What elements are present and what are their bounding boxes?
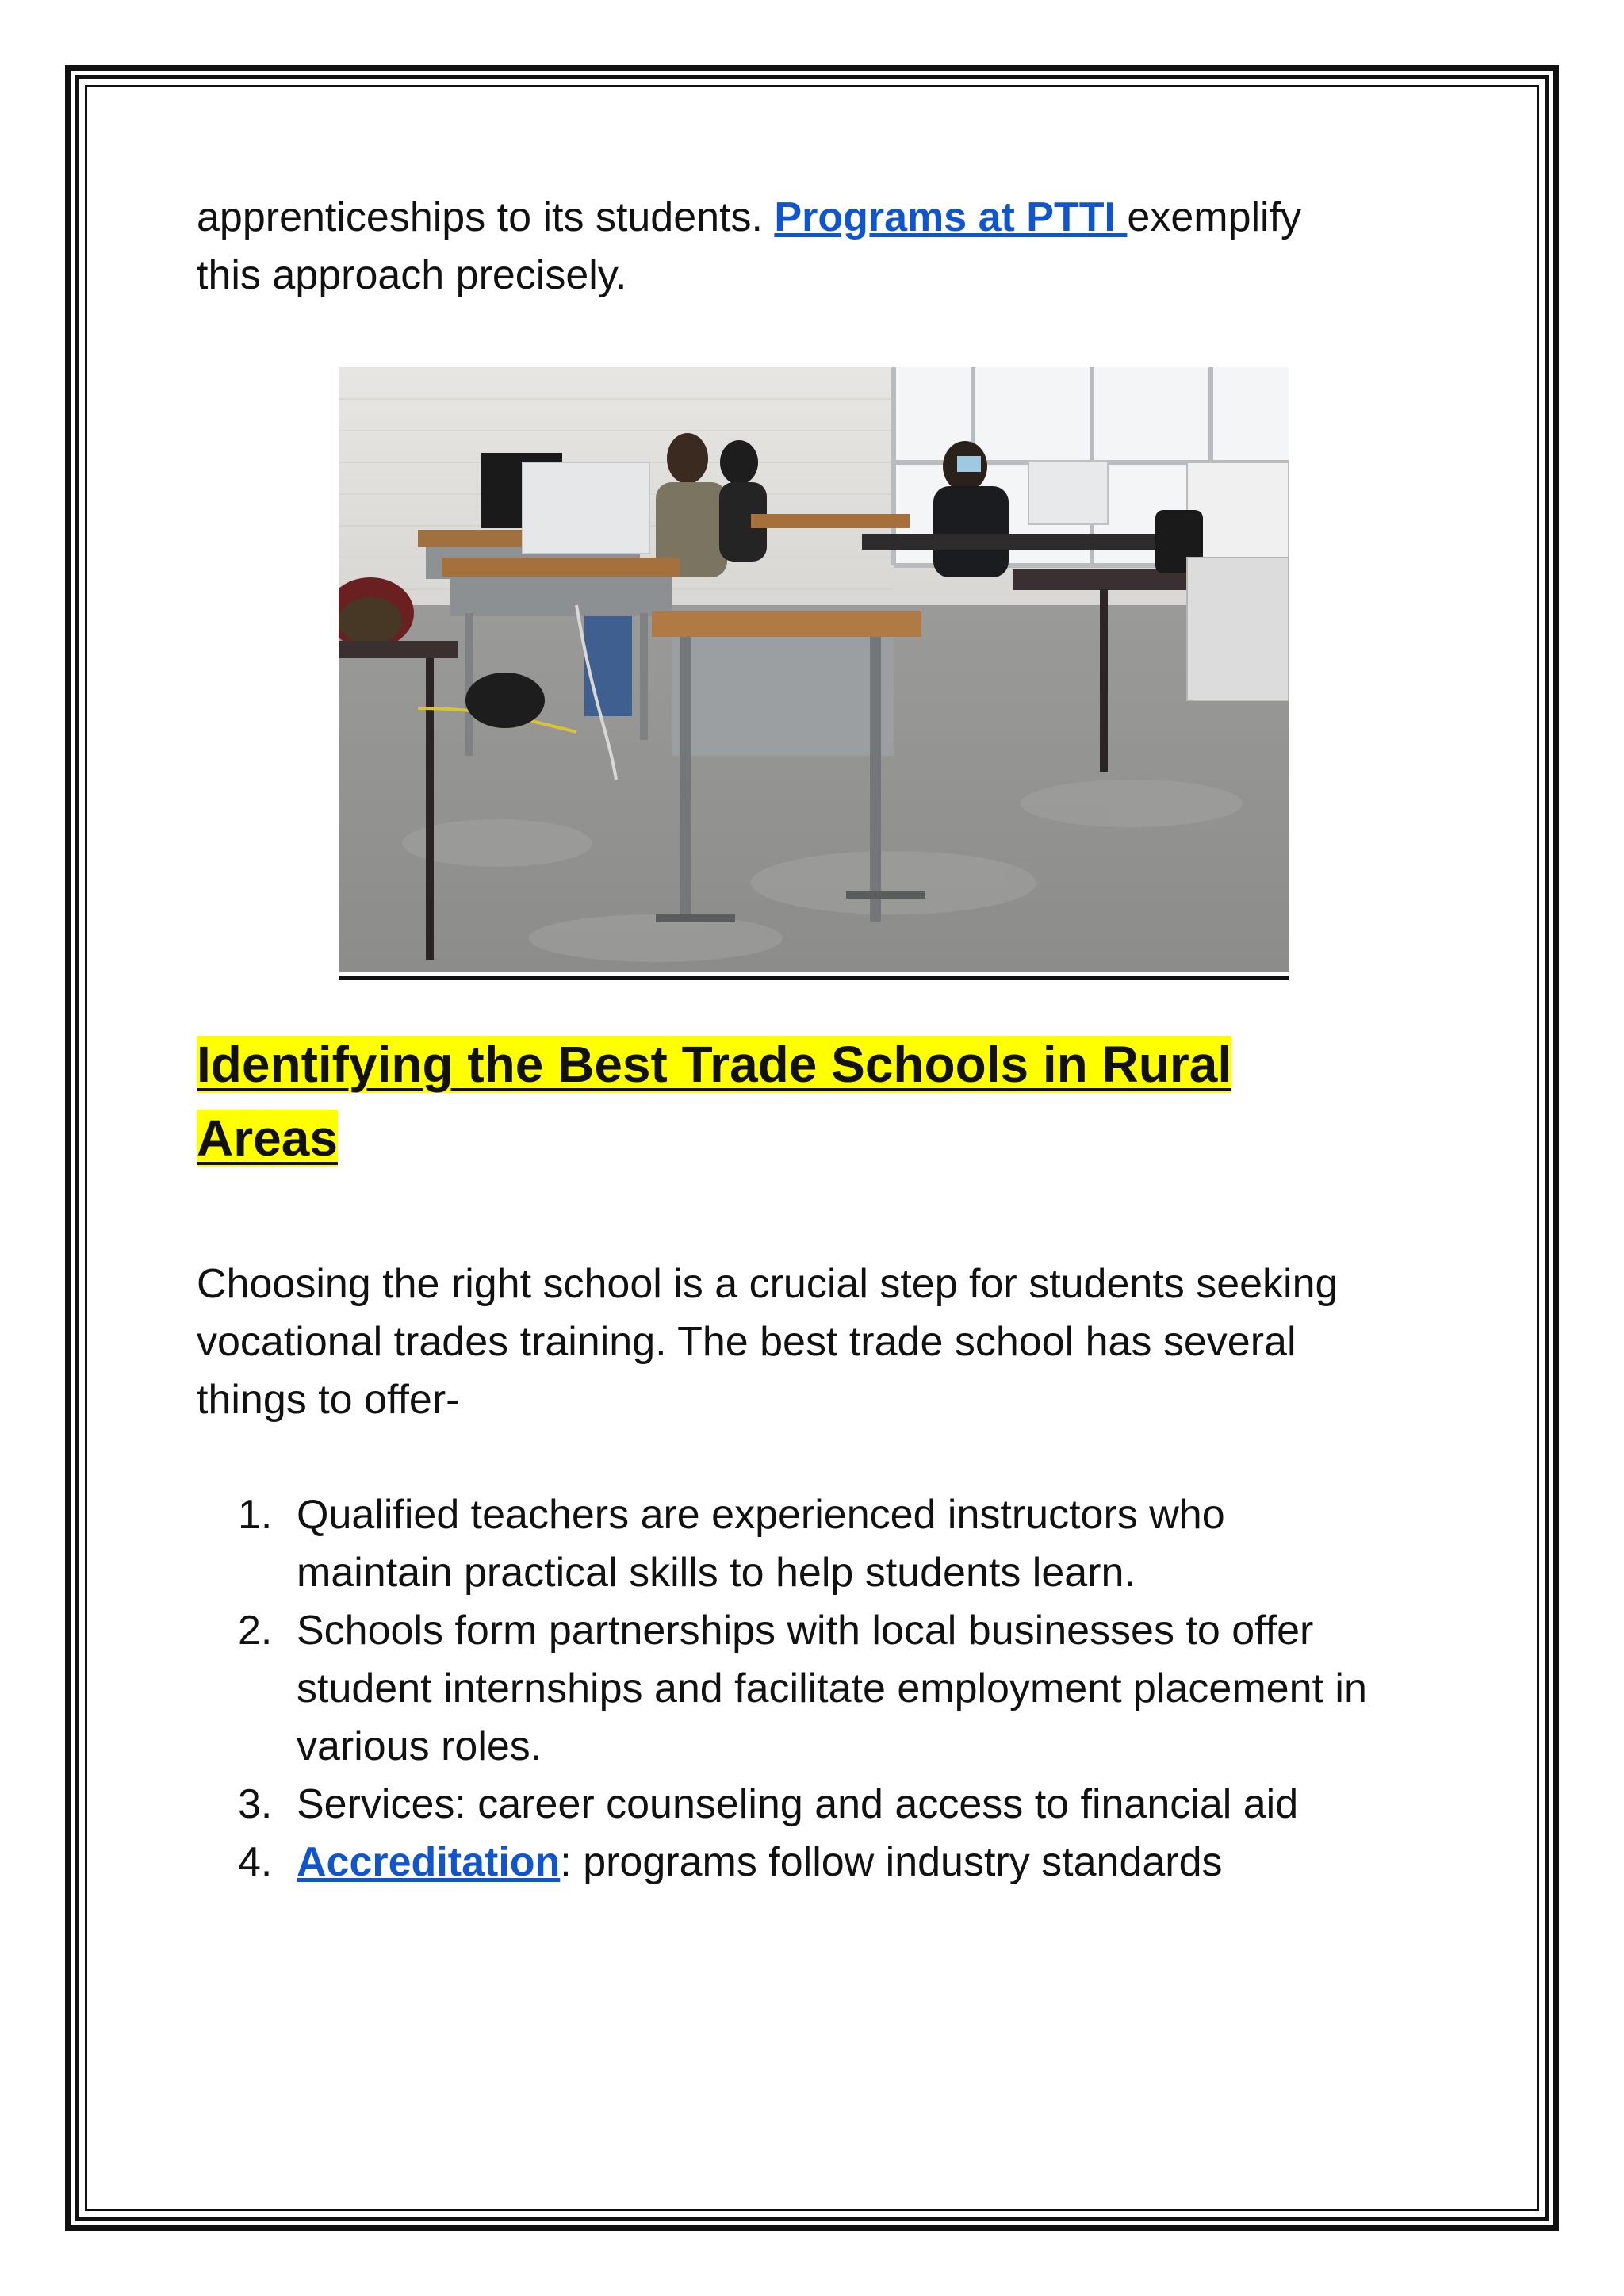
list-item-number: 3. — [238, 1781, 273, 1827]
body-paragraph — [197, 1255, 1434, 1429]
list-item-line: Services: career counseling and access to financial aid — [297, 1781, 1299, 1827]
opening-line-1 — [197, 189, 1434, 247]
list-item-line: various roles. — [297, 1723, 542, 1769]
list-item-number: 2. — [238, 1608, 273, 1654]
list-item-number: 4. — [238, 1839, 273, 1885]
list-item-line: student internships and facilitate employment placement in — [297, 1665, 1367, 1711]
benefits-list — [197, 1486, 1465, 1892]
list-item — [197, 1834, 1465, 1892]
programs-at-ptti-link[interactable]: Programs at PTTI — [774, 194, 1128, 240]
body-line-2: vocational trades training. The best trade school has several — [197, 1319, 1297, 1365]
photo-bottom-rule — [339, 976, 1289, 980]
list-item-number: 1. — [238, 1492, 273, 1538]
opening-text-after-link: exemplify — [1127, 194, 1302, 240]
list-item — [197, 1776, 1465, 1834]
body-line-3: things to offer- — [197, 1377, 460, 1423]
list-item-line: Qualified teachers are experienced instructors who — [297, 1492, 1225, 1538]
section-heading-line-1: Identifying the Best Trade Schools in Rural — [197, 1036, 1232, 1093]
classroom-photo-illustration — [339, 367, 1289, 972]
opening-line-2: this approach precisely. — [197, 252, 627, 298]
opening-text: apprenticeships to its students. — [197, 194, 775, 240]
section-heading — [197, 1028, 1434, 1175]
list-item — [197, 1602, 1465, 1776]
list-item — [197, 1486, 1465, 1602]
accreditation-link[interactable]: Accreditation — [297, 1839, 561, 1885]
body-line-1: Choosing the right school is a crucial step for students seeking — [197, 1261, 1339, 1307]
list-item-line: Schools form partnerships with local businesses to offer — [297, 1608, 1314, 1654]
section-heading-line-2: Areas — [197, 1110, 338, 1167]
opening-paragraph — [197, 189, 1434, 305]
list-item-line: : programs follow industry standards — [560, 1839, 1223, 1885]
list-item-line: maintain practical skills to help students learn. — [297, 1550, 1136, 1596]
classroom-photo — [339, 367, 1289, 980]
